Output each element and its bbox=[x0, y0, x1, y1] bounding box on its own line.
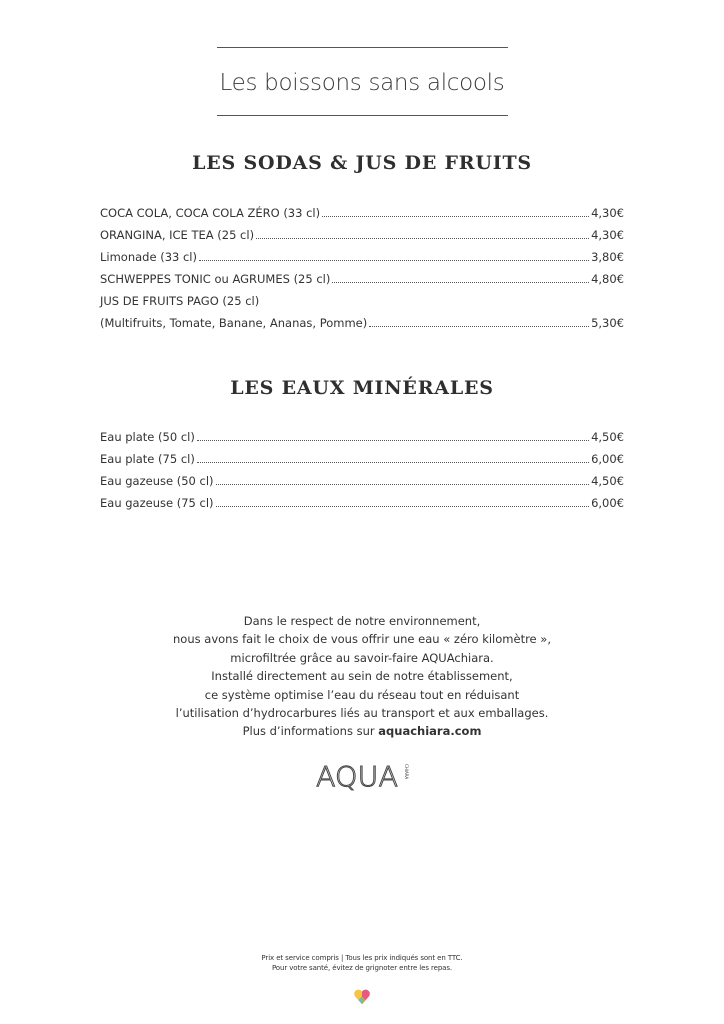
top-rule bbox=[217, 47, 508, 48]
env-more-prefix: Plus d’informations sur bbox=[242, 724, 379, 739]
item-price: 4,80€ bbox=[591, 272, 624, 286]
env-line: Installé directement au sein de notre établissement, bbox=[211, 669, 513, 684]
menu-item bbox=[100, 448, 624, 470]
menu-item bbox=[100, 470, 624, 492]
footer-line-2: Pour votre santé, évitez de grignoter entre les repas. bbox=[271, 964, 453, 972]
item-name: Limonade (33 cl) bbox=[100, 250, 197, 264]
env-line: nous avons fait le choix de vous offrir une eau « zéro kilomètre », bbox=[173, 632, 551, 647]
logo-subtext: CHIARA bbox=[404, 764, 409, 780]
dot-leader bbox=[197, 461, 589, 463]
menu-item bbox=[100, 290, 624, 312]
sodas-list bbox=[100, 202, 624, 334]
menu-item bbox=[100, 492, 624, 514]
heart-logo-icon bbox=[353, 988, 371, 1006]
eaux-list bbox=[100, 426, 624, 514]
footer-note bbox=[0, 953, 724, 973]
dot-leader bbox=[332, 281, 589, 283]
item-price: 4,50€ bbox=[591, 430, 624, 444]
aquachiara-logo bbox=[316, 760, 409, 793]
env-line: Dans le respect de notre environnement, bbox=[243, 614, 481, 628]
item-price: 5,30€ bbox=[591, 316, 624, 330]
item-price: 4,30€ bbox=[591, 206, 624, 220]
dot-leader bbox=[256, 237, 589, 239]
eaux-heading: LES EAUX MINÉRALES bbox=[230, 377, 494, 399]
environment-note bbox=[0, 612, 724, 741]
item-price: 4,30€ bbox=[591, 228, 624, 242]
item-name: SCHWEPPES TONIC ou AGRUMES (25 cl) bbox=[100, 272, 331, 286]
dot-leader bbox=[369, 325, 589, 327]
item-name: Eau gazeuse (75 cl) bbox=[100, 496, 214, 510]
title-bottom-rule bbox=[217, 115, 508, 116]
item-price: 6,00€ bbox=[591, 496, 624, 510]
env-more-line bbox=[0, 722, 724, 740]
logo-text: AQUA bbox=[316, 760, 398, 793]
aquachiara-link[interactable]: aquachiara.com bbox=[378, 724, 482, 739]
dot-leader bbox=[322, 215, 589, 217]
menu-item bbox=[100, 224, 624, 246]
sodas-heading: LES SODAS & JUS DE FRUITS bbox=[192, 152, 532, 174]
item-name: JUS DE FRUITS PAGO (25 cl) bbox=[100, 294, 260, 308]
item-name: (Multifruits, Tomate, Banane, Ananas, Pomme) bbox=[100, 316, 368, 330]
menu-item bbox=[100, 426, 624, 448]
item-price: 4,50€ bbox=[591, 474, 624, 488]
dot-leader bbox=[216, 505, 590, 507]
item-name: Eau gazeuse (50 cl) bbox=[100, 474, 214, 488]
menu-item bbox=[100, 312, 624, 334]
menu-item bbox=[100, 268, 624, 290]
item-price: 6,00€ bbox=[591, 452, 624, 466]
item-name: ORANGINA, ICE TEA (25 cl) bbox=[100, 228, 255, 242]
menu-item bbox=[100, 246, 624, 268]
item-name: Eau plate (50 cl) bbox=[100, 430, 195, 444]
dot-leader bbox=[199, 259, 589, 261]
item-name: COCA COLA, COCA COLA ZÉRO (33 cl) bbox=[100, 206, 321, 220]
dot-leader bbox=[216, 483, 590, 485]
env-line: microfiltrée grâce au savoir-faire AQUAchiara. bbox=[230, 650, 494, 665]
dot-leader bbox=[197, 439, 589, 441]
env-line: ce système optimise l’eau du réseau tout en réduisant bbox=[204, 687, 520, 702]
item-price: 3,80€ bbox=[591, 250, 624, 264]
page-title: Les boissons sans alcools bbox=[219, 70, 505, 96]
footer-line-1: Prix et service compris | Tous les prix indiqués sont en TTC. bbox=[261, 954, 463, 962]
menu-item bbox=[100, 202, 624, 224]
env-line: l’utilisation d’hydrocarbures liés au transport et aux emballages. bbox=[175, 706, 549, 721]
item-name: Eau plate (75 cl) bbox=[100, 452, 195, 466]
